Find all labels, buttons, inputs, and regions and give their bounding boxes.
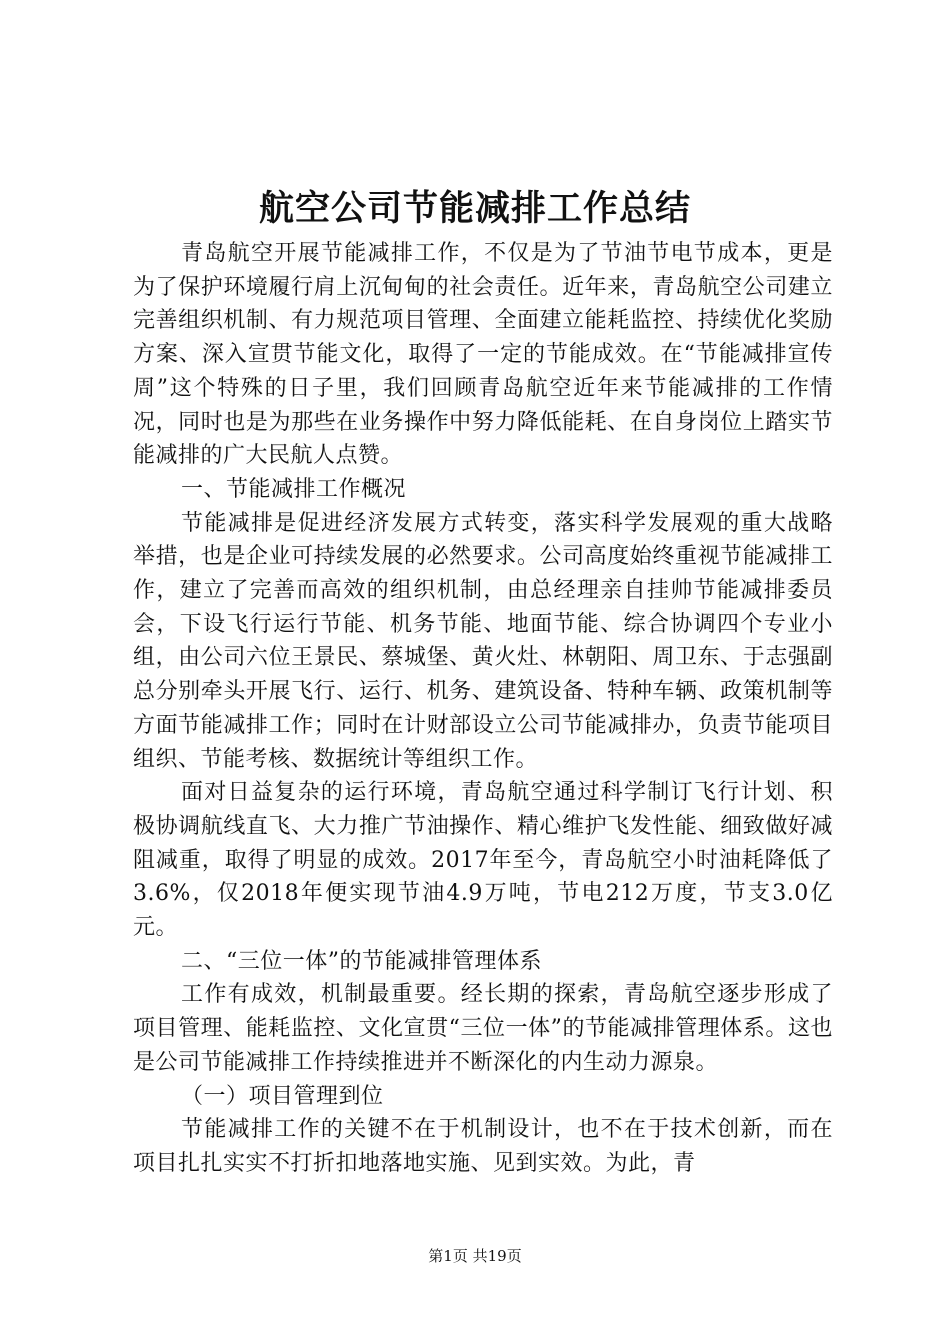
paragraph-system: 工作有成效，机制最重要。经长期的探索，青岛航空逐步形成了项目管理、能耗监控、文化宣贯“三位一体”的节能减排管理体系。这也是公司节能减排工作持续推进并不断深化的内生动力源泉。 — [133, 982, 833, 1075]
document-body — [133, 237, 833, 1181]
subsection-heading-1: （一）项目管理到位 — [181, 1083, 384, 1109]
section-heading-1: 一、节能减排工作概况 — [181, 476, 407, 502]
paragraph-project-management: 节能减排工作的关键不在于机制设计，也不在于技术创新，而在项目扎扎实实不打折扣地落地实施、见到实效。为此，青 — [133, 1117, 833, 1176]
paragraph-intro: 青岛航空开展节能减排工作，不仅是为了节油节电节成本，更是为了保护环境履行肩上沉甸甸的社会责任。近年来，青岛航空公司建立完善组织机制、有力规范项目管理、全面建立能耗监控、持续优化奖励方案、深入宣贯节能文化，取得了一定的节能成效。在“节能减排宣传周”这个特殊的日子里，我们回顾青岛航空近年来节能减排的工作情况，同时也是为那些在业务操作中努力降低能耗、在自身岗位上踏实节能减排的广大民航人点赞。 — [133, 241, 833, 469]
paragraph-overview: 节能减排是促进经济发展方式转变，落实科学发展观的重大战略举措，也是企业可持续发展的必然要求。公司高度始终重视节能减排工作，建立了完善而高效的组织机制，由总经理亲自挂帅节能减排委员会，下设飞行运行节能、机务节能、地面节能、综合协调四个专业小组，由公司六位王景民、蔡城堡、黄火灶、林朝阳、周卫东、于志强副总分别牵头开展飞行、运行、机务、建筑设备、特种车辆、政策机制等方面节能减排工作；同时在计财部设立公司节能减排办，负责节能项目组织、节能考核、数据统计等组织工作。 — [133, 510, 833, 772]
page-footer: 第1页 共19页 — [428, 1247, 522, 1265]
paragraph-results: 面对日益复杂的运行环境，青岛航空通过科学制订飞行计划、积极协调航线直飞、大力推广节油操作、精心维护飞发性能、细致做好减阻减重，取得了明显的成效。2017年至今，青岛航空小时油耗降低了3.6%，仅2018年便实现节油4.9万吨，节电212万度，节支3.0亿元。 — [133, 780, 833, 941]
document-title: 航空公司节能减排工作总结 — [258, 188, 691, 229]
section-heading-2: 二、“三位一体”的节能减排管理体系 — [181, 948, 542, 974]
